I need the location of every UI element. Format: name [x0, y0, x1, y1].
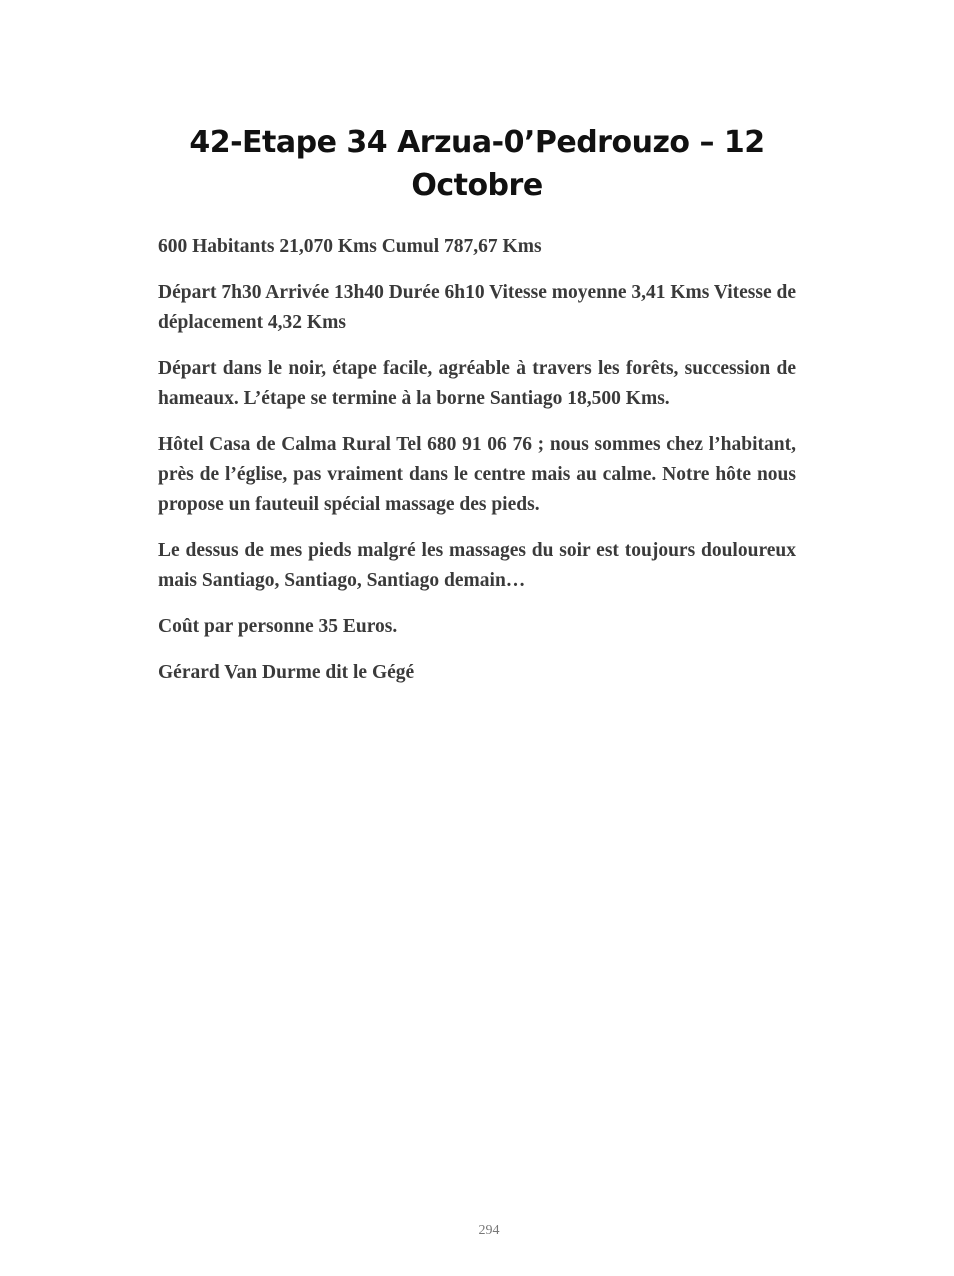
stats-paragraph: 600 Habitants 21,070 Kms Cumul 787,67 Kms — [158, 236, 542, 257]
feet-paragraph: Le dessus de mes pieds malgré les massages du soir est toujours douloureux mais Santiago, Santiago, Santiago demain… — [158, 540, 796, 591]
page-title: 42-Etape 34 Arzua-0’Pedrouzo – 12 Octobre — [189, 125, 765, 203]
hotel-paragraph: Hôtel Casa de Calma Rural Tel 680 91 06 76 ; nous sommes chez l’habitant, près de l’église, pas vraiment dans le centre mais au calme. Notre hôte nous propose un fauteuil spécial massage des pieds. — [158, 434, 796, 515]
document-body — [158, 232, 796, 704]
page-number: 294 — [478, 1223, 500, 1238]
signature-paragraph: Gérard Van Durme dit le Gégé — [158, 662, 415, 683]
cost-paragraph: Coût par personne 35 Euros. — [158, 616, 398, 637]
route-paragraph: Départ dans le noir, étape facile, agréable à travers les forêts, succession de hameaux. L’étape se termine à la borne Santiago 18,500 Kms. — [158, 358, 796, 409]
timing-paragraph: Départ 7h30 Arrivée 13h40 Durée 6h10 Vitesse moyenne 3,41 Kms Vitesse de déplacement 4,32 Kms — [158, 282, 797, 333]
